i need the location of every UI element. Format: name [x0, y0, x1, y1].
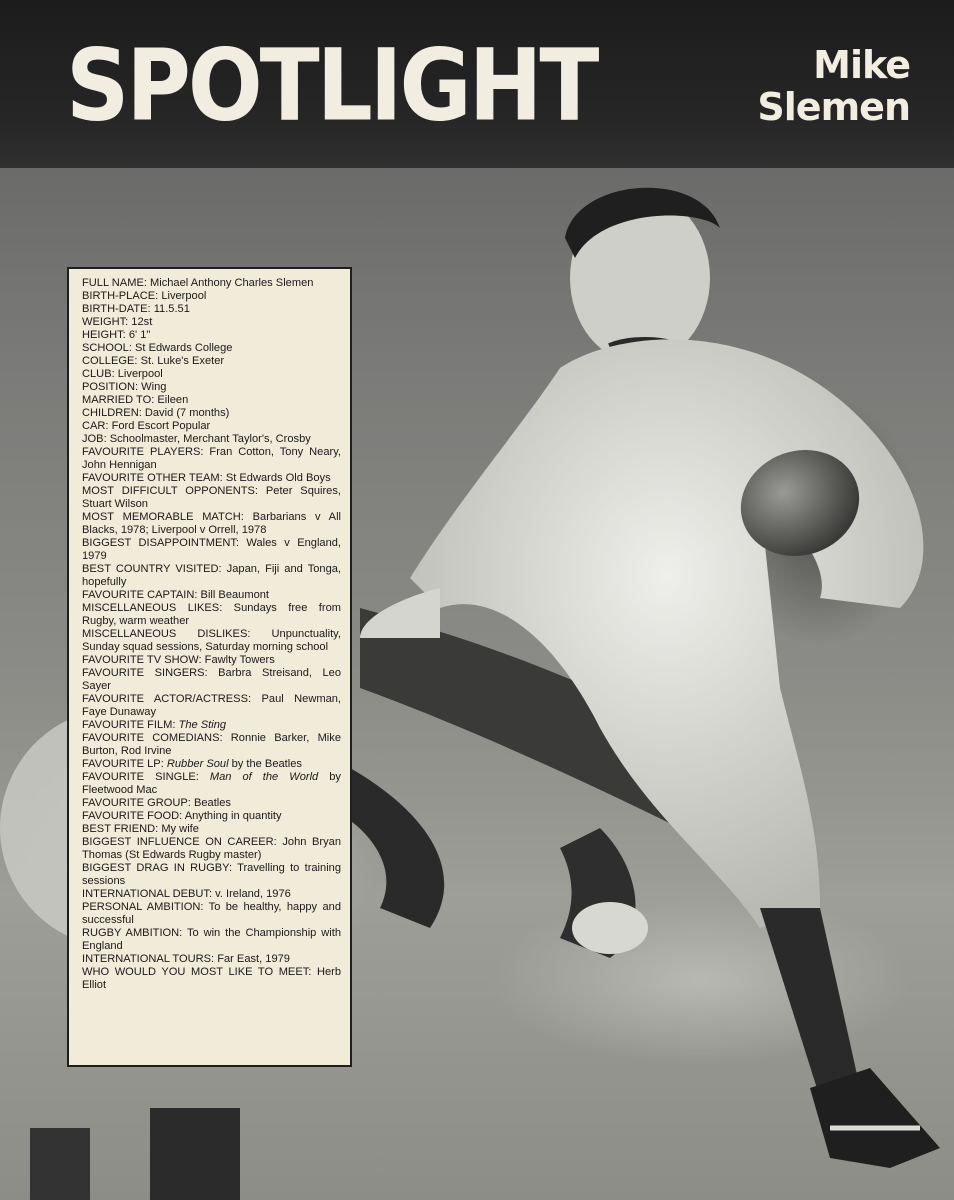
- profile-fact: [82, 719, 341, 732]
- profile-fact: MARRIED TO: Eileen: [82, 394, 189, 406]
- profile-fact: INTERNATIONAL TOURS: Far East, 1979: [82, 953, 290, 965]
- profile-fact: FAVOURITE ACTOR/ACTRESS: Paul Newman, Faye Dunaway: [82, 693, 341, 718]
- profile-fact-label: FAVOURITE FILM:: [82, 719, 179, 731]
- profile-fact-italic-value: Man of the World: [209, 771, 319, 783]
- profile-fact: CLUB: Liverpool: [82, 368, 163, 380]
- profile-fact: CAR: Ford Escort Popular: [82, 420, 211, 432]
- subject-first-name: Mike: [813, 43, 910, 87]
- profile-fact: BIRTH-PLACE: Liverpool: [82, 290, 207, 302]
- profile-fact: PERSONAL AMBITION: To be healthy, happy and successful: [82, 901, 341, 926]
- profile-fact: BIGGEST INFLUENCE ON CAREER: John Bryan Thomas (St Edwards Rugby master): [82, 836, 341, 861]
- page-title: SPOTLIGHT: [66, 27, 597, 144]
- profile-fact: BEST FRIEND: My wife: [82, 823, 199, 835]
- profile-fact-label: FAVOURITE SINGLE:: [82, 771, 210, 783]
- profile-fact: BIGGEST DRAG IN RUGBY: Travelling to training sessions: [82, 862, 341, 887]
- profile-fact: POSITION: Wing: [82, 381, 167, 393]
- profile-fact: HEIGHT: 6' 1": [82, 329, 151, 341]
- profile-fact: FAVOURITE SINGERS: Barbra Streisand, Leo Sayer: [82, 667, 341, 692]
- profile-fact: COLLEGE: St. Luke's Exeter: [82, 355, 225, 367]
- profile-fact: WEIGHT: 12st: [82, 316, 153, 328]
- profile-fact: BEST COUNTRY VISITED: Japan, Fiji and Tonga, hopefully: [82, 563, 341, 588]
- profile-fact: FAVOURITE COMEDIANS: Ronnie Barker, Mike Burton, Rod Irvine: [82, 732, 341, 757]
- profile-fact: FAVOURITE OTHER TEAM: St Edwards Old Boys: [82, 472, 331, 484]
- profile-fact: MOST DIFFICULT OPPONENTS: Peter Squires, Stuart Wilson: [82, 485, 341, 510]
- profile-fact-italic-value: The Sting: [178, 719, 227, 731]
- profile-fact: FULL NAME: Michael Anthony Charles Slemen: [82, 277, 314, 289]
- profile-fact-label: FAVOURITE LP:: [82, 758, 167, 770]
- player-profile-box: [67, 267, 352, 1067]
- profile-fact: INTERNATIONAL DEBUT: v. Ireland, 1976: [82, 888, 291, 900]
- profile-fact: SCHOOL: St Edwards College: [82, 342, 233, 354]
- profile-fact: FAVOURITE GROUP: Beatles: [82, 797, 231, 809]
- profile-fact: FAVOURITE PLAYERS: Fran Cotton, Tony Neary, John Hennigan: [82, 446, 341, 471]
- profile-fact: MISCELLANEOUS LIKES: Sundays free from Rugby, warm weather: [82, 602, 341, 627]
- header-band: [0, 0, 954, 168]
- profile-fact: [82, 771, 341, 797]
- profile-fact-italic-value: Rubber Soul: [166, 758, 229, 770]
- profile-fact-suffix: by Fleetwood Mac: [82, 771, 341, 796]
- profile-fact: BIGGEST DISAPPOINTMENT: Wales v England, 1979: [82, 537, 341, 562]
- profile-fact: [82, 758, 341, 771]
- profile-fact: CHILDREN: David (7 months): [82, 407, 230, 419]
- profile-fact: MOST MEMORABLE MATCH: Barbarians v All Blacks, 1978; Liverpool v Orrell, 1978: [82, 511, 341, 536]
- profile-fact: RUGBY AMBITION: To win the Championship with England: [82, 927, 341, 952]
- profile-fact: FAVOURITE FOOD: Anything in quantity: [82, 810, 282, 822]
- profile-fact: FAVOURITE TV SHOW: Fawlty Towers: [82, 654, 275, 666]
- profile-fact: FAVOURITE CAPTAIN: Bill Beaumont: [82, 589, 269, 601]
- profile-fact: BIRTH-DATE: 11.5.51: [82, 303, 190, 315]
- profile-fact: JOB: Schoolmaster, Merchant Taylor's, Crosby: [82, 433, 311, 445]
- profile-fact-suffix: by the Beatles: [228, 758, 302, 770]
- profile-fact: MISCELLANEOUS DISLIKES: Unpunctuality, Sunday squad sessions, Saturday morning school: [82, 628, 341, 653]
- subject-last-name: Slemen: [757, 85, 910, 129]
- subject-name: [690, 44, 910, 128]
- profile-fact: WHO WOULD YOU MOST LIKE TO MEET: Herb Elliot: [82, 966, 341, 991]
